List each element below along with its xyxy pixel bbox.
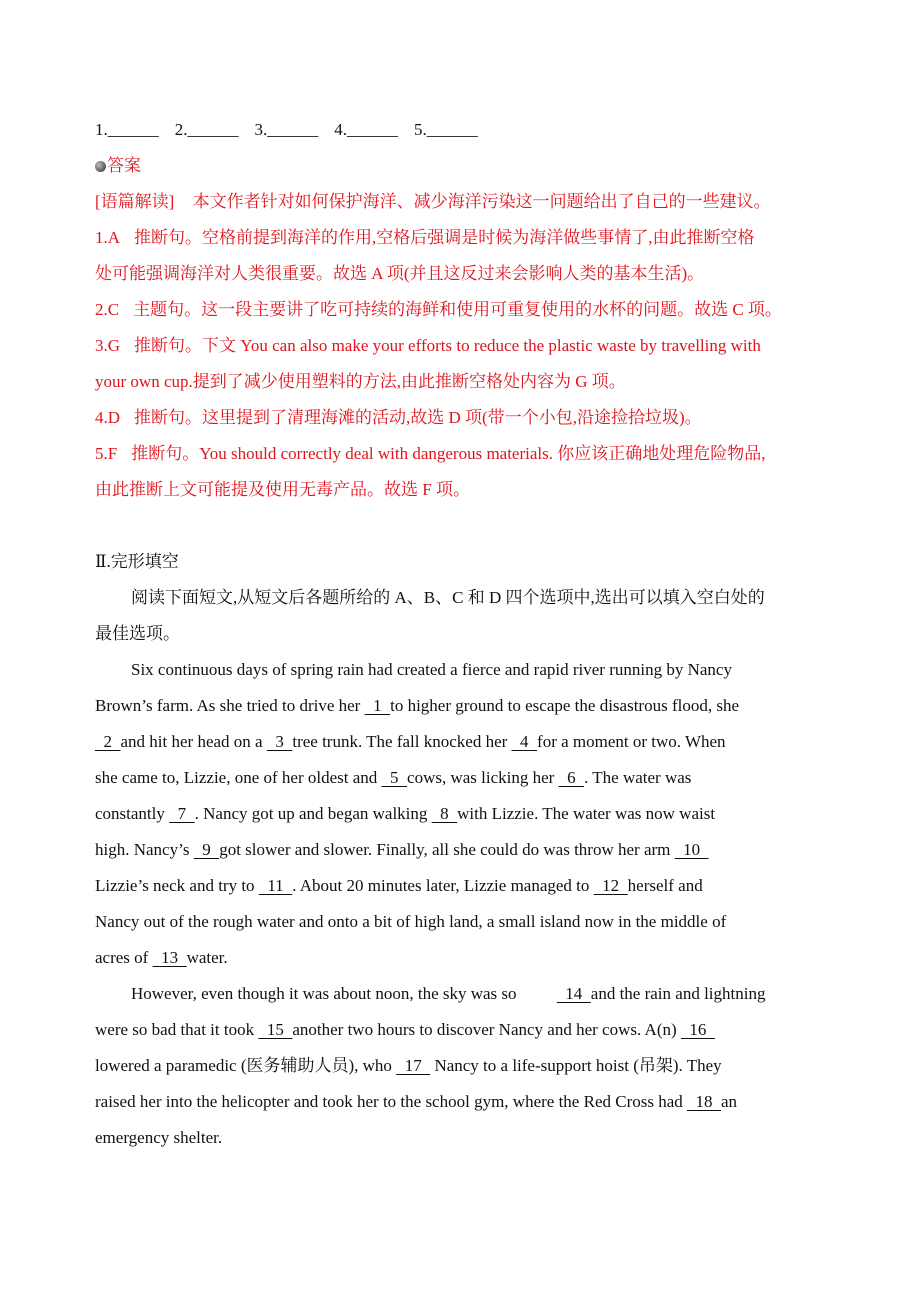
passage-text: got slower and slower. Finally, all she could do was throw her arm: [219, 840, 675, 859]
passage-line: [95, 652, 835, 688]
passage-text: Six continuous days of spring rain had created a fierce and rapid river running by Nancy: [131, 660, 732, 679]
answer-line: [95, 364, 835, 400]
passage-text: water.: [186, 948, 228, 967]
passage-text: lowered a paramedic (医务辅助人员), who: [95, 1056, 397, 1075]
cloze-blank: 14: [556, 984, 591, 1003]
analysis-text: 本文作者针对如何保护海洋、减少海洋污染这一问题给出了自己的一些建议。: [192, 192, 771, 211]
answer-text: 推断句。下文 You can also make your efforts to reduce the plastic waste by travelling with: [134, 336, 761, 355]
answer-line: [95, 472, 835, 508]
answer-bullet-icon: [95, 161, 106, 172]
answer-blank: 2.______: [174, 120, 239, 139]
answer-text: your own cup.提到了减少使用塑料的方法,由此推断空格处内容为 G 项。: [95, 372, 626, 391]
answer-text: 由此推断上文可能提及使用无毒产品。故选 F 项。: [95, 480, 470, 499]
cloze-blank: 18: [687, 1092, 722, 1111]
instructions-line-1: 阅读下面短文,从短文后各题所给的 A、B、C 和 D 四个选项中,选出可以填入空白处的: [131, 588, 765, 607]
cloze-passage-2: [95, 976, 835, 1156]
passage-text: . About 20 minutes later, Lizzie managed to: [292, 876, 594, 895]
cloze-blank: 2: [95, 732, 121, 751]
passage-line: [95, 1048, 835, 1084]
passage-line: [95, 724, 835, 760]
passage-text: However, even though it was about noon, the sky was so: [131, 984, 521, 1003]
passage-line: [95, 796, 835, 832]
passage-text: herself and: [627, 876, 703, 895]
cloze-blank: 13: [152, 948, 187, 967]
passage-line: [95, 760, 835, 796]
passage-line: [95, 976, 835, 1012]
passage-line: [95, 904, 835, 940]
passage-text: Nancy out of the rough water and onto a bit of high land, a small island now in the middle of: [95, 912, 727, 931]
passage-text: . Nancy got up and began walking: [194, 804, 432, 823]
passage-line: [95, 832, 835, 868]
cloze-blank: 15: [258, 1020, 293, 1039]
cloze-blank: 7: [169, 804, 195, 823]
answer-text: 推断句。You should correctly deal with dangerous materials. 你应该正确地处理危险物品,: [131, 444, 766, 463]
passage-text: Lizzie’s neck and try to: [95, 876, 259, 895]
passage-text: another two hours to discover Nancy and her cows. A(n): [292, 1020, 681, 1039]
passage-text: acres of: [95, 948, 153, 967]
answer-key: 1.A: [95, 228, 121, 247]
answer-line: [95, 400, 835, 436]
passage-text: high. Nancy’s: [95, 840, 194, 859]
passage-line: [95, 940, 835, 976]
answer-explanations: [95, 220, 835, 508]
passage-line: [95, 868, 835, 904]
answer-text: 推断句。空格前提到海洋的作用,空格后强调是时候为海洋做些事情了,由此推断空格: [134, 228, 755, 247]
passage-line: [95, 1120, 835, 1156]
answer-text: 推断句。这里提到了清理海滩的活动,故选 D 项(带一个小包,沿途捡拾垃圾)。: [134, 408, 702, 427]
answer-line: [95, 436, 835, 472]
answer-key: 3.G: [95, 336, 121, 355]
cloze-blank: 1: [364, 696, 391, 715]
cloze-blank: 8: [431, 804, 458, 823]
passage-text: cows, was licking her: [407, 768, 559, 787]
analysis-line: [95, 184, 835, 220]
passage-text: Brown’s farm. As she tried to drive her: [95, 696, 365, 715]
analysis-tag: [语篇解读]: [95, 192, 175, 211]
answer-key: 2.C: [95, 300, 120, 319]
passage-text: to higher ground to escape the disastrous flood, she: [390, 696, 739, 715]
instructions-line-2: 最佳选项。: [95, 624, 180, 643]
answer-line: [95, 256, 835, 292]
passage-line: [95, 688, 835, 724]
passage-text: and the rain and lightning: [590, 984, 766, 1003]
answer-key: 5.F: [95, 444, 118, 463]
passage-text: and hit her head on a: [120, 732, 267, 751]
passage-text: with Lizzie. The water was now waist: [457, 804, 716, 823]
answer-header: [95, 148, 835, 184]
document-page: [95, 112, 835, 1156]
passage-text: emergency shelter.: [95, 1128, 223, 1147]
cloze-blank: 6: [558, 768, 585, 787]
passage-text: . The water was: [584, 768, 692, 787]
passage-line: [95, 1084, 835, 1120]
answer-blank: 5.______: [414, 120, 478, 139]
answer-blank: 1.______: [95, 120, 159, 139]
section-title: Ⅱ.完形填空: [95, 552, 179, 571]
cloze-section: [95, 544, 835, 1156]
passage-text: for a moment or two. When: [537, 732, 726, 751]
passage-text: raised her into the helicopter and took her to the school gym, where the Red Cross had: [95, 1092, 688, 1111]
passage-text: were so bad that it took: [95, 1020, 259, 1039]
cloze-blank: 12: [593, 876, 628, 895]
answer-blank: 4.______: [334, 120, 398, 139]
passage-text: Nancy to a life-support hoist (吊架). They: [430, 1056, 722, 1075]
cloze-blank: 3: [266, 732, 293, 751]
answer-key: 4.D: [95, 408, 121, 427]
answer-line: [95, 328, 835, 364]
answer-text: 处可能强调海洋对人类很重要。故选 A 项(并且这反过来会影响人类的基本生活)。: [95, 264, 705, 283]
answer-line: [95, 292, 835, 328]
answer-blank: 3.______: [254, 120, 319, 139]
cloze-passage: [95, 652, 835, 976]
passage-text: constantly: [95, 804, 170, 823]
answer-text: 主题句。这一段主要讲了吃可持续的海鲜和使用可重复使用的水杯的问题。故选 C 项。: [133, 300, 782, 319]
passage-text: an: [721, 1092, 738, 1111]
cloze-blank: 10: [674, 840, 709, 859]
answer-header-text: 答案: [107, 156, 141, 175]
cloze-blank: 17: [396, 1056, 431, 1075]
passage-text: tree trunk. The fall knocked her: [292, 732, 512, 751]
cloze-blank: 16: [680, 1020, 715, 1039]
cloze-blank: 4: [511, 732, 538, 751]
answer-line: [95, 220, 835, 256]
cloze-blank: 9: [193, 840, 220, 859]
passage-line: [95, 1012, 835, 1048]
answer-blanks-row: [95, 112, 835, 148]
cloze-blank: 5: [381, 768, 408, 787]
passage-text: she came to, Lizzie, one of her oldest and: [95, 768, 382, 787]
cloze-blank: 11: [258, 876, 293, 895]
